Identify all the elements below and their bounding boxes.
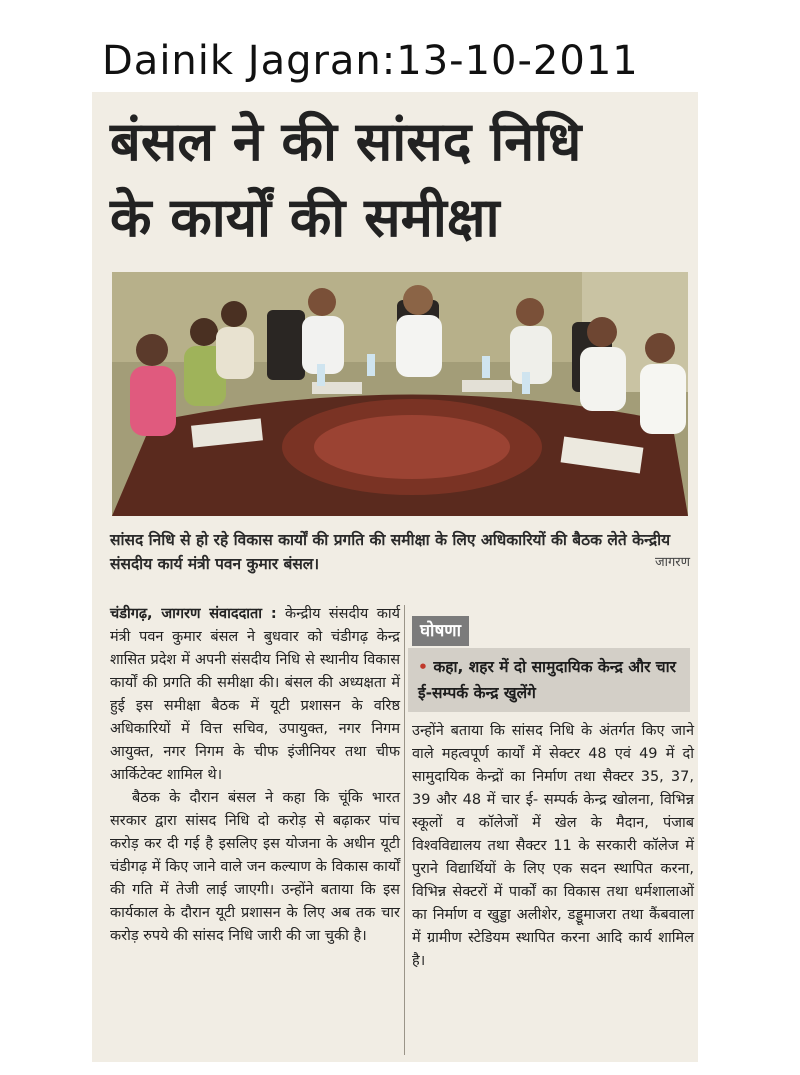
headline [110, 104, 695, 256]
bullet-icon: • [418, 658, 428, 676]
meeting-photo [112, 272, 688, 516]
article-paragraph-2: बैठक के दौरान बंसल ने कहा कि चूंकि भारत सरकार द्वारा सांसद निधि दो करोड़ से बढ़ाकर पांच करोड़ कर दी गई है इसलिए इस योजना के अधीन यूटी चंडीगढ़ में किए जाने वाले जन कल्याण के विकास कार्यों की गति में तेजी लाई जाएगी। उन्होंने बताया कि इस कार्यकाल के दौरान यूटी प्रशासन के लिए अब तक चार करोड़ रुपये की सांसद निधि जारी की जा चुकी है। [110, 790, 400, 944]
column-divider [404, 605, 405, 1055]
announcement-text: कहा, शहर में दो सामुदायिक केन्द्र और चार ई-सम्पर्क केन्द्र खुलेंगे [418, 658, 676, 702]
announcement-label: घोषणा [412, 616, 469, 646]
article-column-right [412, 720, 694, 973]
article-paragraph-1: केन्द्रीय संसदीय कार्य मंत्री पवन कुमार बंसल ने बुधवार को चंडीगढ़ केन्द्र शासित प्रदेश में अपनी संसदीय निधि से स्थानीय विकास कार्यों की प्रगति की समीक्षा की। बंसल की अध्यक्षता में हुई इस समीक्षा बैठक में यूटी प्रशासन के वरिष्ठ अधिकारियों में वित्त सचिव, उपायुक्त, नगर निगम आयुक्त, नगर निगम के चीफ इंजीनियर तथा चीफ आर्किटेक्ट शामिल थे। [110, 606, 401, 783]
article-paragraph-3: उन्होंने बताया कि सांसद निधि के अंतर्गत किए जाने वाले महत्वपूर्ण कार्यों में सेक्टर 48 एवं 49 में दो सामुदायिक केन्द्रों का निर्माण तथा सैक्टर 35, 37, 39 और 48 में चार ई- सम्पर्क केन्द्र खोलना, विभिन्न स्कूलों व कॉलेजों में खेल के मैदान, पंजाब विश्वविद्यालय तथा सैक्टर 11 के सरकारी कॉलेज में पुराने विद्यार्थियों के लिए एक सदन स्थापित करना, विभिन्न सेक्टरों में पार्कों का विकास तथा धर्मशालाओं का निर्माण व खुड्डा अलीशेर, डड्डूमाजरा तथा कैंबवाला में ग्रामीण स्टेडियम स्थापित करना आदि कार्य शामिल है। [412, 723, 694, 969]
photo-credit: जागरण [654, 555, 690, 570]
photo-caption: सांसद निधि से हो रहे विकास कार्यों की प्रगति की समीक्षा के लिए अधिकारियों की बैठक लेते केन्द्रीय संसदीय कार्य मंत्री पवन कुमार बंसल। [110, 531, 671, 573]
headline-line-1: बंसल ने की सांसद निधि [110, 110, 582, 173]
article-column-left [110, 603, 400, 948]
source-title: Dainik Jagran:13-10-2011 [102, 38, 639, 84]
announcement-box [408, 648, 690, 712]
dateline: चंडीगढ़, जागरण संवाददाता : [110, 606, 277, 622]
headline-line-2: के कार्यों की समीक्षा [110, 186, 500, 249]
